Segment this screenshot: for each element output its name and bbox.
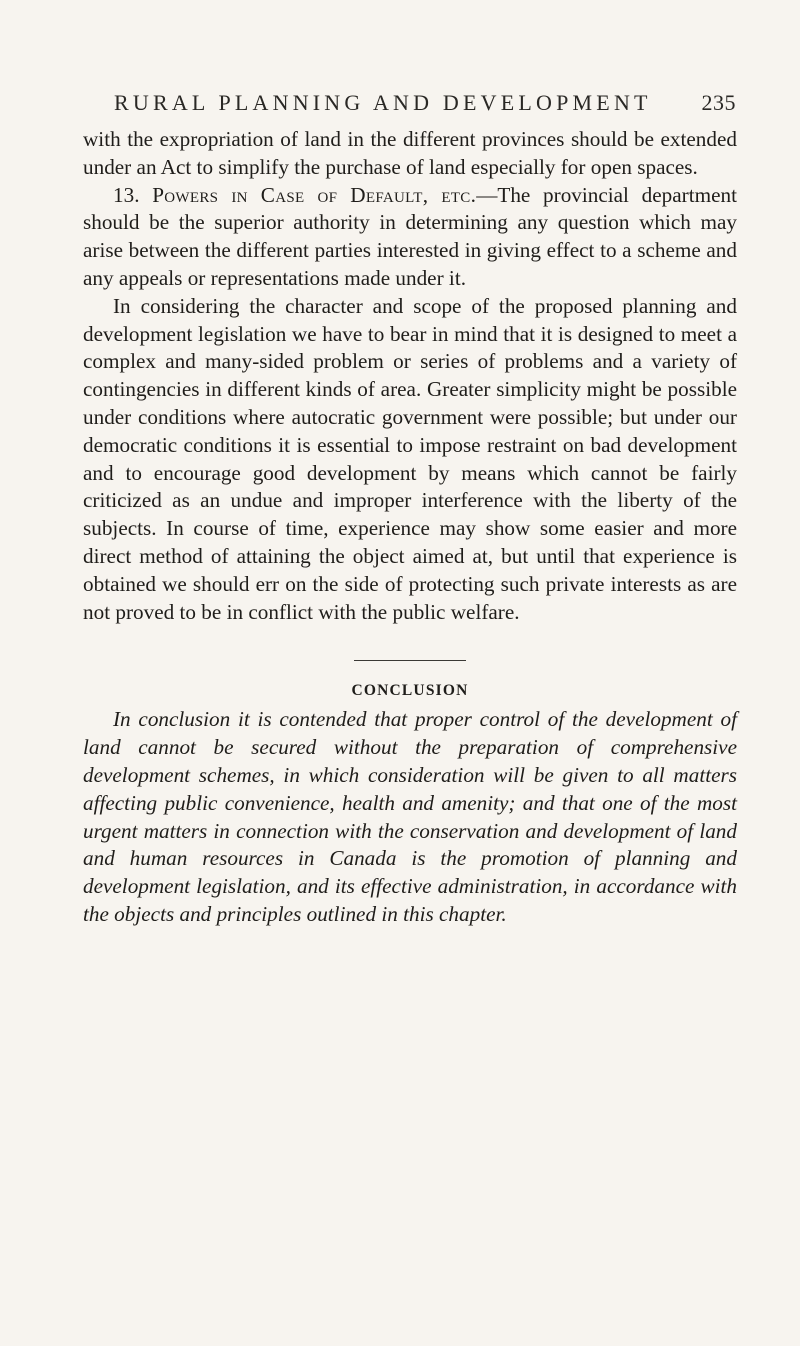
- page-number: 235: [701, 90, 736, 115]
- continuation-paragraph: with the expropriation of land in the different provinces should be extended under an Act to simplify the purchase of land especially for open spaces.: [83, 127, 737, 179]
- section-text: —The provincial department should be the superior authority in determining any question which may arise between the different parties interested in giving effect to a scheme and any appeals or representations made under it.: [83, 182, 737, 290]
- body-text: [83, 126, 737, 929]
- legislation-paragraph: In considering the character and scope of the proposed planning and development legislation we have to bear in mind that it is designed to meet a complex and many-sided problem or series of problems and a variety of contingencies in different kinds of area. Greater simplicity might be possible under conditions where autocratic government were possible; but under our democratic conditions it is essential to impose restraint on bad development and to encourage good development by means which cannot be fairly criticized as an undue and improper interference with the liberty of the subjects. In course of time, experience may show some easier and more direct method of attaining the object aimed at, but until that experience is obtained we should err on the side of protecting such private interests as are not proved to be in conflict with the public welfare.: [83, 293, 737, 624]
- conclusion-heading: CONCLUSION: [351, 682, 469, 700]
- running-head: [114, 88, 736, 118]
- running-title: RURAL PLANNING AND DEVELOPMENT: [114, 90, 652, 115]
- conclusion-paragraph: In conclusion it is contended that proper control of the development of land cannot be secured without the preparation of comprehensive development schemes, in which consideration will be given to all matters affecting public convenience, health and amenity; and that one of the most urgent matters in connection with the conservation and development of land and human resources in Canada is the promotion of planning and development legislation, and its effective administration, in accordance with the objects and principles outlined in this chapter.: [83, 707, 737, 926]
- section-heading: Powers in Case of Default, etc.: [152, 182, 477, 207]
- section-13-paragraph: [83, 182, 737, 293]
- section-number: 13.: [113, 182, 140, 207]
- section-divider: [354, 660, 466, 661]
